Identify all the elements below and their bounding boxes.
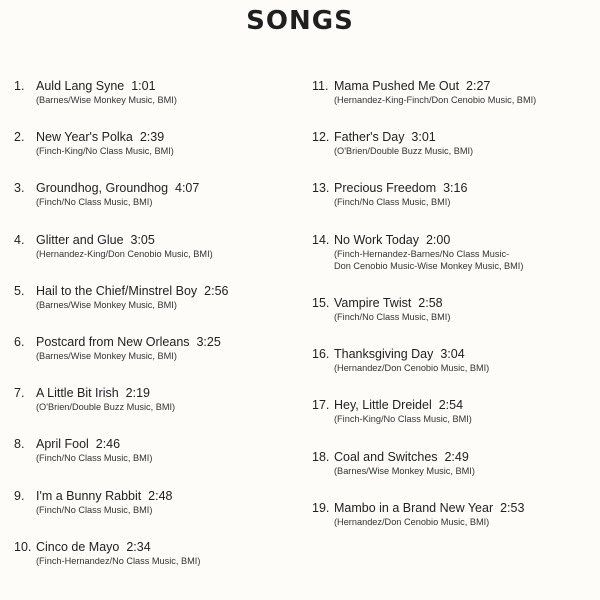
song-number: 15. — [312, 296, 330, 311]
song-number: 8. — [14, 437, 25, 452]
song-title: Mambo in a Brand New Year — [334, 500, 494, 515]
song-list-right — [312, 78, 598, 551]
song-duration: 3:05 — [130, 232, 155, 247]
song-item — [312, 232, 598, 296]
song-credit: (Finch/No Class Music, BMI) — [36, 197, 153, 208]
song-item — [14, 78, 294, 129]
song-duration: 3:04 — [440, 347, 465, 362]
song-item — [14, 180, 294, 231]
song-credit: (Finch/No Class Music, BMI) — [334, 197, 451, 208]
song-credit: (Hernandez/Don Cenobio Music, BMI) — [334, 363, 490, 374]
song-item — [312, 500, 598, 551]
song-title: Thanksgiving Day — [334, 347, 434, 362]
song-credit: (Finch/No Class Music, BMI) — [36, 504, 153, 515]
song-title: Father's Day — [334, 130, 405, 145]
song-duration: 2:54 — [438, 398, 464, 413]
song-title: A Little Bit Irish — [36, 386, 119, 401]
song-credit: (Finch/No Class Music, BMI) — [36, 453, 153, 464]
song-number: 12. — [312, 130, 330, 145]
song-duration: 1:01 — [131, 79, 156, 93]
song-title: Cinco de Mayo — [36, 539, 120, 554]
song-credit: (Hernandez-King/Don Cenobio Music, BMI) — [36, 248, 213, 259]
song-item — [312, 346, 598, 397]
song-item — [14, 385, 294, 436]
song-number: 19. — [312, 500, 330, 515]
song-item — [312, 129, 598, 180]
song-item — [312, 449, 598, 500]
song-item — [312, 78, 598, 129]
song-number: 3. — [14, 181, 25, 196]
song-title: Glitter and Glue — [36, 232, 124, 247]
song-title: Hail to the Chief/Minstrel Boy — [36, 283, 198, 298]
song-title: Mama Pushed Me Out — [334, 79, 460, 93]
song-title: Hey, Little Dreidel — [334, 398, 432, 413]
song-duration: 2:53 — [500, 500, 525, 515]
song-title: Coal and Switches — [334, 449, 438, 464]
song-title: No Work Today — [334, 232, 419, 247]
song-item — [312, 180, 598, 231]
song-duration: 2:34 — [126, 539, 151, 554]
song-duration: 2:48 — [148, 488, 173, 503]
song-number: 9. — [14, 488, 25, 503]
song-number: 16. — [312, 347, 330, 362]
song-duration: 2:46 — [95, 437, 121, 452]
song-number: 11. — [312, 79, 329, 93]
song-number: 14. — [312, 232, 330, 247]
song-title: New Year's Polka — [36, 130, 133, 145]
song-credit: (Finch-King/No Class Music, BMI) — [36, 146, 174, 157]
song-number: 17. — [312, 398, 330, 413]
song-number: 4. — [14, 232, 25, 247]
song-number: 18. — [312, 449, 330, 464]
song-duration: 2:56 — [204, 283, 229, 298]
song-credit: (Barnes/Wise Monkey Music, BMI) — [36, 299, 177, 310]
song-duration: 3:01 — [411, 130, 436, 145]
song-duration: 2:49 — [444, 449, 469, 464]
song-credit: (O'Brien/Double Buzz Music, BMI) — [36, 402, 176, 413]
song-number: 5. — [14, 283, 25, 298]
song-duration: 2:27 — [466, 79, 491, 93]
song-credit: (Finch/No Class Music, BMI) — [334, 312, 451, 323]
song-credit: (Barnes/Wise Monkey Music, BMI) — [36, 350, 177, 361]
song-credit: (Hernandez/Don Cenobio Music, BMI) — [334, 516, 490, 527]
song-item — [14, 232, 294, 283]
song-credit: (O'Brien/Double Buzz Music, BMI) — [334, 146, 474, 157]
song-title: Auld Lang Syne — [36, 79, 125, 93]
song-duration: 2:00 — [425, 232, 451, 247]
song-number: 13. — [312, 181, 330, 196]
song-duration: 2:58 — [418, 296, 443, 311]
song-credit: (Finch-Hernandez/No Class Music, BMI) — [36, 555, 201, 566]
song-item — [14, 488, 294, 539]
song-duration: 2:19 — [125, 386, 150, 401]
song-item — [14, 129, 294, 180]
song-credit: (Barnes/Wise Monkey Music, BMI) — [36, 95, 177, 105]
song-credit-continued: Don Cenobio Music-Wise Monkey Music, BMI) — [334, 260, 524, 271]
page-title: SONGS — [246, 6, 354, 36]
song-title: Precious Freedom — [334, 181, 437, 196]
song-credit: (Hernandez-King-Finch/Don Cenobio Music, BMI) — [334, 95, 537, 105]
song-number: 10. — [14, 539, 32, 554]
song-credit: (Barnes/Wise Monkey Music, BMI) — [334, 465, 475, 476]
song-list-left — [14, 78, 294, 590]
song-title: Groundhog, Groundhog — [36, 181, 169, 196]
song-title: Postcard from New Orleans — [36, 334, 190, 349]
song-title: Vampire Twist — [334, 296, 412, 311]
song-number: 6. — [14, 334, 25, 349]
song-number: 7. — [14, 386, 25, 401]
song-credit: (Finch-King/No Class Music, BMI) — [334, 414, 472, 425]
song-number: 2. — [14, 130, 25, 145]
song-item — [312, 295, 598, 346]
song-item — [14, 539, 294, 590]
song-item — [14, 436, 294, 487]
song-number: 1. — [14, 79, 25, 93]
song-duration: 3:16 — [443, 181, 468, 196]
song-title: April Fool — [36, 437, 89, 452]
song-duration: 4:07 — [175, 181, 200, 196]
song-item — [312, 397, 598, 448]
song-item — [14, 283, 294, 334]
song-title: I'm a Bunny Rabbit — [36, 488, 142, 503]
song-duration: 3:25 — [196, 334, 221, 349]
song-duration: 2:39 — [139, 130, 165, 145]
song-item — [14, 334, 294, 385]
song-credit: (Finch-Hernandez-Barnes/No Class Music- — [334, 248, 510, 259]
